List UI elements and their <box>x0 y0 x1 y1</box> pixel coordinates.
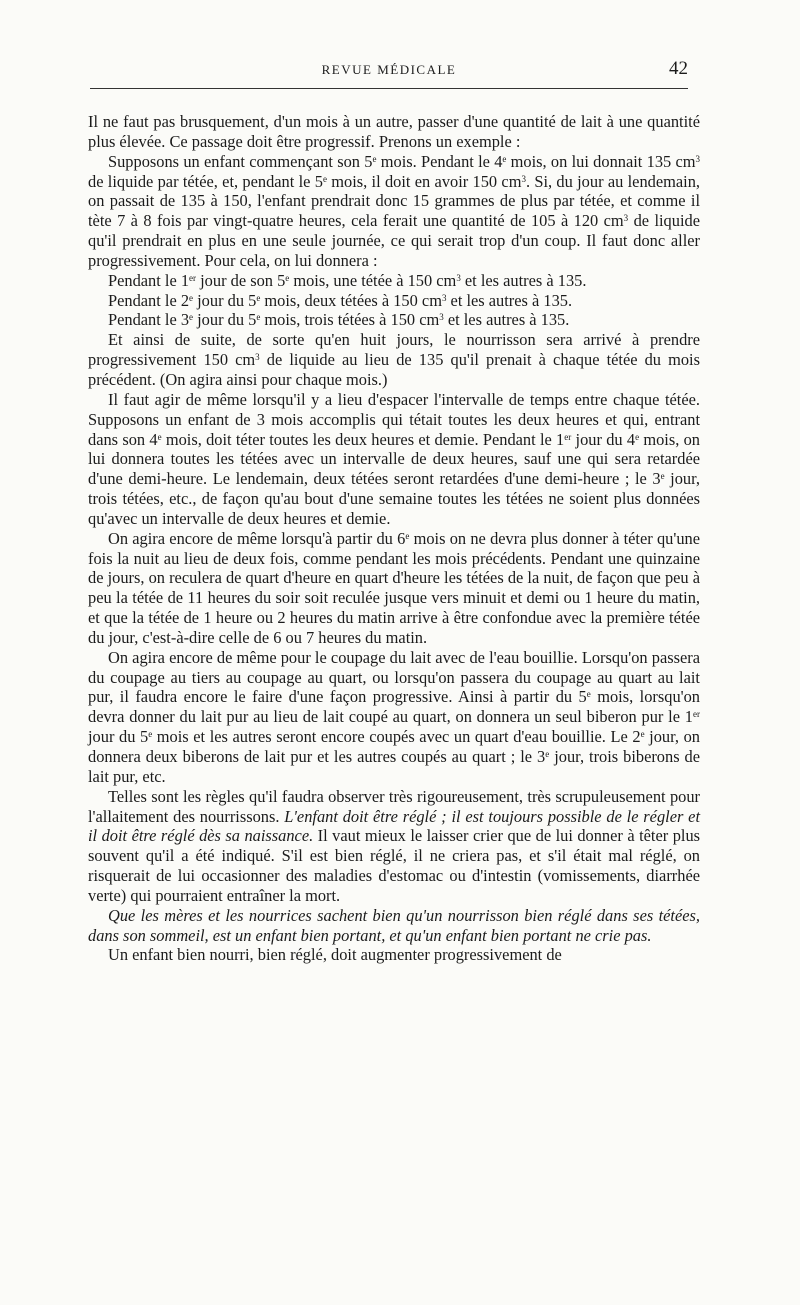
paragraph-4: Pendant le 2e jour du 5e mois, deux tétées à 150 $cm^3$ et les autres à 135. <box>108 290 573 310</box>
paragraph-7: Il faut agir de même lorsqu'il y a lieu d'espacer l'intervalle de temps entre chaque tétée. Supposons un enfant de 3 mois accomplis qui tétait toutes les deux heures et qui, entrant dans son 4e mois, doit téter toutes les deux heures et demie. Pendant le 1er jour du 4e mois, on lui donnera toutes les tétées avec un intervalle de deux heures, sauf une qui sera retardée d'une demi-heure. Le lendemain, deux tétées seront retardées d'une demi-heure ; le 3e jour, trois tétées, etc., de façon qu'au bout d'une semaine toutes les tétées ne soient plus données qu'avec un intervalle de deux heures et demie. <box>88 389 700 528</box>
paragraph-2: Supposons un enfant commençant son 5e mois. Pendant le 4e mois, on lui donnait 135 $cm^3$ de liquide par tétée, et, pendant le 5e mois, il doit en avoir 150 $cm^3$. Si, du jour au lendemain, on passait de 135 à 150, l'enfant prendrait donc 15 grammes de plus par tétée, et comme il tète 7 à 8 fois par vingt-quatre heures, cela ferait une quantité de 105 à 120 $cm^3$ de liquide qu'il prendrait en plus en une seule journée, ce qui serait trop d'un coup. Il faut donc aller progressivement. Pour cela, on lui donnera : <box>88 151 701 270</box>
paragraph-3: Pendant le 1er jour de son 5e mois, une tétée à 150 $cm^3$ et les autres à 135. <box>108 270 587 290</box>
paragraph-12: Un enfant bien nourri, bien réglé, doit augmenter progressivement de <box>108 945 562 965</box>
paragraph-9: On agira encore de même pour le coupage du lait avec de l'eau bouillie. Lorsqu'on passera du coupage au tiers au coupage au quart, ou lorsqu'on passera du coupage au quart au lait pur, il faudra encore le faire d'une façon progressive. Ainsi à partir du 5e mois, lorsqu'on devra donner du lait pur au lieu de lait coupé au quart, on donnera un seul biberon pur le 1er jour du 5e mois et les autres seront encore coupés avec un quart d'eau bouillie. Le 2e jour, on donnera deux biberons de lait pur et les autres coupés au quart ; le 3e jour, trois biberons de lait pur, etc. <box>88 647 700 786</box>
page-number: 42 <box>669 58 688 79</box>
paragraph-10: Telles sont les règles qu'il faudra observer très rigoureusement, très scrupuleusement pour l'allaitement des nourrissons. L'enfant doit être réglé ; il est toujours possible de le régler et il doit être réglé dès sa naissance. Il vaut mieux le laisser crier que de lui donner à têter plus souvent qu'il a été indiqué. S'il est bien réglé, il ne criera pas, et s'il était mal réglé, on risquerait de lui occasionner des maladies d'estomac ou d'intestin (vomissements, diarrhée verte) qui pourraient entraîner la mort. <box>88 786 701 905</box>
page-header <box>90 60 688 89</box>
paragraph-6: Et ainsi de suite, de sorte qu'en huit jours, le nourrisson sera arrivé à prendre progressivement 150 $cm^3$ de liquide au lieu de 135 qu'il prenait à chaque tétée du mois précédent. (On agira ainsi pour chaque mois.) <box>88 330 700 389</box>
paragraph-8: On agira encore de même lorsqu'à partir du 6e mois on ne devra plus donner à téter qu'une fois la nuit au lieu de deux fois, comme pendant les mois précédents. Pendant une quinzaine de jours, on reculera de quart d'heure en quart d'heure les tétées de la nuit, de façon que peu à peu la tétée de 11 heures du soir soit reculée jusque vers minuit et demi ou 1 heure du matin, et que la tétée de 1 heure ou 2 heures du matin arrive à être confondue avec la première tétée du jour, c'est-à-dire celle de 6 ou 7 heures du matin. <box>88 528 700 647</box>
body-text <box>88 112 700 965</box>
paragraph-1: Il ne faut pas brusquement, d'un mois à un autre, passer d'une quantité de lait à une quantité plus élevée. Ce passage doit être progressif. Prenons un exemple : <box>88 112 700 151</box>
running-title: REVUE MÉDICALE <box>321 62 457 77</box>
paragraph-11: Que les mères et les nourrices sachent bien qu'un nourrisson bien réglé dans ses tétées, dans son sommeil, est un enfant bien portant, et qu'un enfant bien portant ne crie pas. <box>88 905 700 945</box>
paragraph-5: Pendant le 3e jour du 5e mois, trois tétées à 150 $cm^3$ et les autres à 135. <box>108 310 570 330</box>
